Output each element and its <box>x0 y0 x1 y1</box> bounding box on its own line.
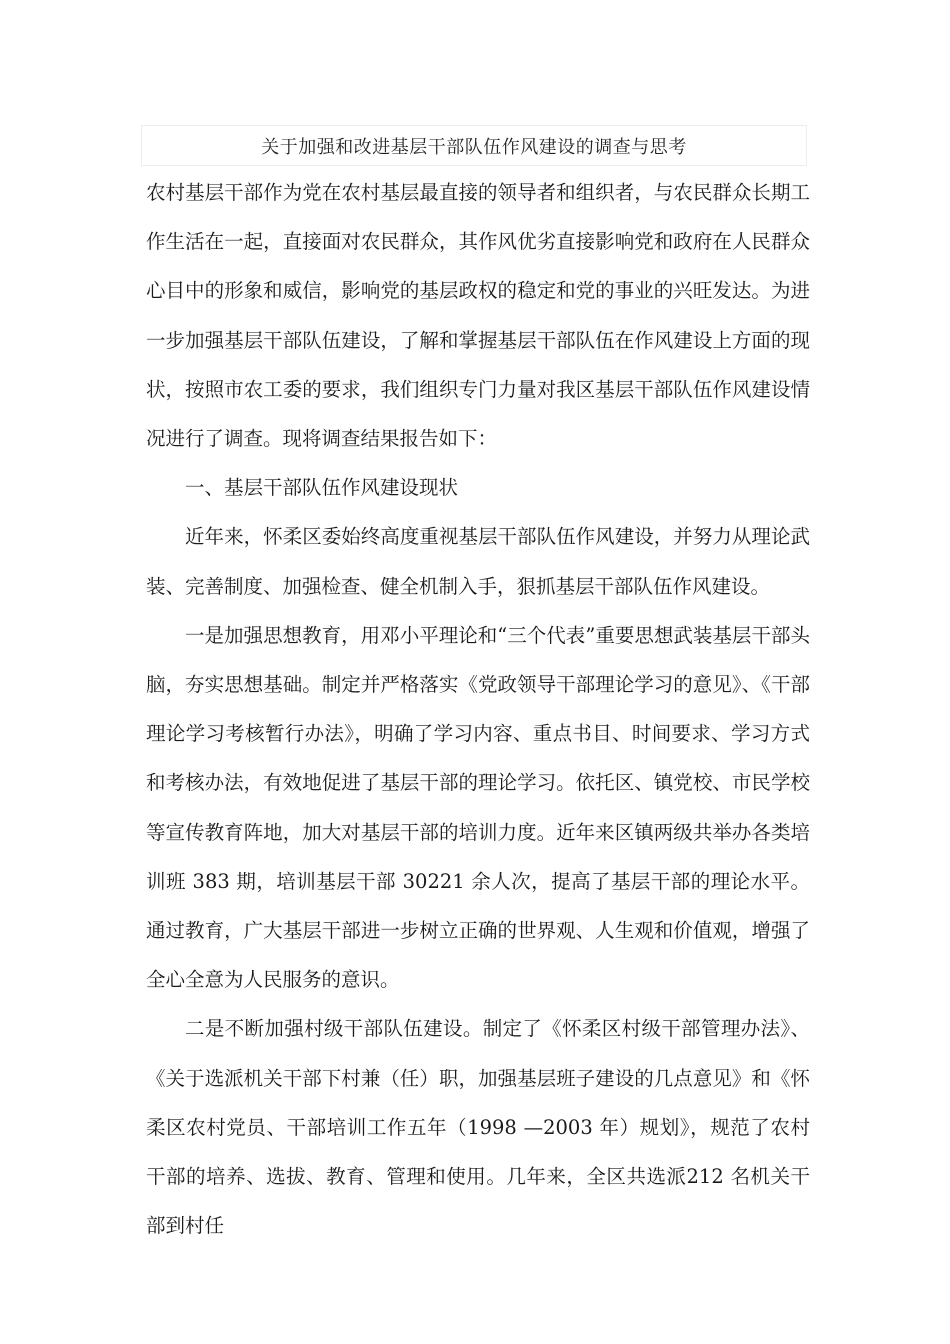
document-body <box>146 168 810 1250</box>
paragraph-point-two: 二是不断加强村级干部队伍建设。制定了《怀柔区村级干部管理办法》、《关于选派机关干部下村兼（任）职，加强基层班子建设的几点意见》和《怀柔区农村党员、干部培训工作五年（1998 —2003 年）规划》，规范了农村干部的培养、选拔、教育、管理和使用。几年来，全区共选派212 名机关干部到村任 <box>146 1017 810 1238</box>
document-title: 关于加强和改进基层干部队伍作风建设的调查与思考 <box>261 136 687 158</box>
paragraph-point-one: 一是加强思想教育，用邓小平理论和“三个代表”重要思想武装基层干部头脑，夯实思想基础。制定并严格落实《党政领导干部理论学习的意见》、《干部理论学习考核暂行办法》，明确了学习内容、重点书目、时间要求、学习方式和考核办法，有效地促进了基层干部的理论学习。依托区、镇党校、市民学校等宣传教育阵地，加大对基层干部的培训力度。近年来区镇两级共举办各类培训班 383 期，培训基层干部 30221 余人次，提高了基层干部的理论水平。通过教育，广大基层干部进一步树立正确的世界观、人生观和价值观，增强了全心全意为人民服务的意识。 <box>146 623 810 992</box>
section-heading: 一、基层干部队伍作风建设现状 <box>185 476 459 500</box>
paragraph-overview: 近年来，怀柔区委始终高度重视基层干部队伍作风建设，并努力从理论武装、完善制度、加强检查、健全机制入手，狠抓基层干部队伍作风建设。 <box>146 525 810 598</box>
paragraph-intro: 农村基层干部作为党在农村基层最直接的领导者和组织者，与农民群众长期工作生活在一起，直接面对农民群众，其作风优劣直接影响党和政府在人民群众心目中的形象和威信，影响党的基层政权的稳定和党的事业的兴旺发达。为进一步加强基层干部队伍建设，了解和掌握基层干部队伍在作风建设上方面的现状，按照市农工委的要求，我们组织专门力量对我区基层干部队伍作风建设情况进行了调查。现将调查结果报告如下： <box>146 181 810 451</box>
title-box <box>141 125 807 166</box>
